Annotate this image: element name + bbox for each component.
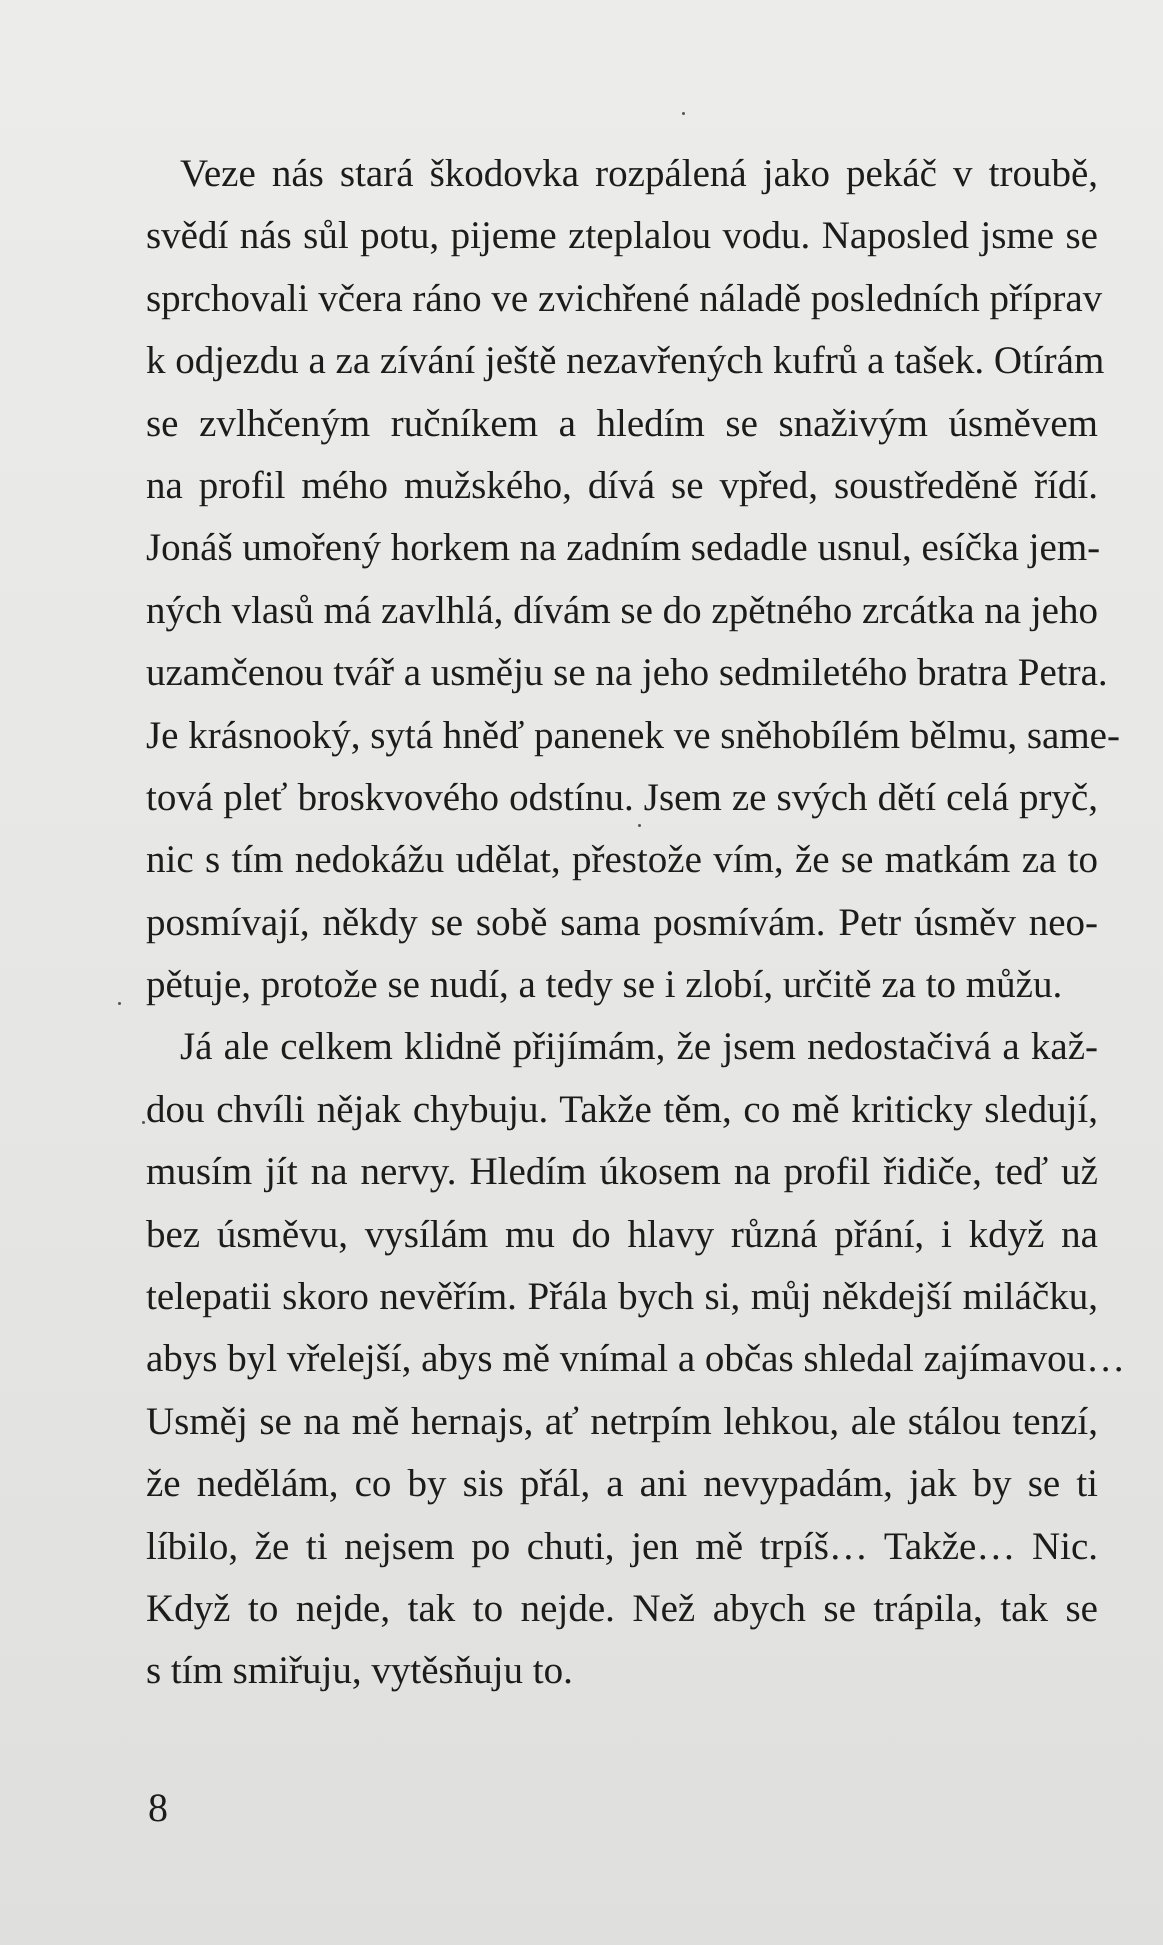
text-line: telepatii skoro nevěřím. Přála bych si, můj někdejší miláčku, <box>146 1275 1098 1319</box>
text-line: Veze nás stará škodovka rozpálená jako pekáč v troubě, <box>180 152 1098 195</box>
paper-speck <box>118 1002 121 1005</box>
text-line: sprchovali včera ráno ve zvichřené náladě posledních příprav <box>146 276 1103 320</box>
text-line: dou chvíli nějak chybuju. Takže těm, co mě kriticky sledují, <box>146 1087 1098 1131</box>
text-line: tová pleť broskvového odstínu. Jsem ze svých dětí celá pryč, <box>146 775 1098 819</box>
text-line: svědí nás sůl potu, pijeme zteplalou vodu. Naposled jsme se <box>146 214 1098 258</box>
paper-speck <box>682 112 685 115</box>
text-line: Je krásnooký, sytá hněď panenek ve sněhobílém bělmu, same- <box>146 713 1120 757</box>
text-line: musím jít na nervy. Hledím úkosem na profil řidiče, teď už <box>146 1150 1098 1194</box>
text-line: bez úsměvu, vysílám mu do hlavy různá přání, i když na <box>146 1212 1098 1256</box>
text-line: k odjezdu a za zívání ještě nezavřených kufrů a tašek. Otírám <box>146 339 1105 383</box>
text-line: na profil mého mužského, dívá se vpřed, soustředěně řídí. <box>146 463 1098 507</box>
text-line: posmívají, někdy se sobě sama posmívám. Petr úsměv neo- <box>146 900 1098 944</box>
text-line: líbilo, že ti nejsem po chuti, jen mě trpíš… Takže… Nic. <box>146 1524 1098 1568</box>
text-line: nic s tím nedokážu udělat, přestože vím, že se matkám za to <box>146 838 1098 882</box>
paper-speck <box>638 824 641 827</box>
paragraph-1 <box>146 143 1120 1016</box>
text-line: Když to nejde, tak to nejde. Než abych se trápila, tak se <box>146 1586 1098 1630</box>
paper-speck <box>142 1121 145 1124</box>
text-line: Já ale celkem klidně přijímám, že jsem nedostačivá a kaž- <box>180 1025 1098 1069</box>
text-line: Jonáš umořený horkem na zadním sedadle usnul, esíčka jem- <box>146 526 1101 570</box>
text-line: ných vlasů má zavlhlá, dívám se do zpětného zrcátka na jeho <box>146 588 1098 632</box>
text-line: že nedělám, co by sis přál, a ani nevypadám, jak by se ti <box>146 1462 1098 1506</box>
text-line: abys byl vřelejší, abys mě vnímal a občas shledal zajímavou… <box>146 1337 1126 1381</box>
text-line: pětuje, protože se nudí, a tedy se i zlobí, určitě za to můžu. <box>146 963 1063 1007</box>
body-text <box>146 143 1126 1703</box>
page-number: 8 <box>148 1785 168 1830</box>
text-line: s tím smiřuju, vytěsňuju to. <box>146 1649 573 1693</box>
text-line: Usměj se na mě hernajs, ať netrpím lehkou, ale stálou tenzí, <box>146 1399 1098 1443</box>
text-line: uzamčenou tvář a usměju se na jeho sedmiletého bratra Petra. <box>146 651 1108 695</box>
text-line: se zvlhčeným ručníkem a hledím se snaživým úsměvem <box>146 401 1098 445</box>
paragraph-2 <box>146 1016 1126 1702</box>
